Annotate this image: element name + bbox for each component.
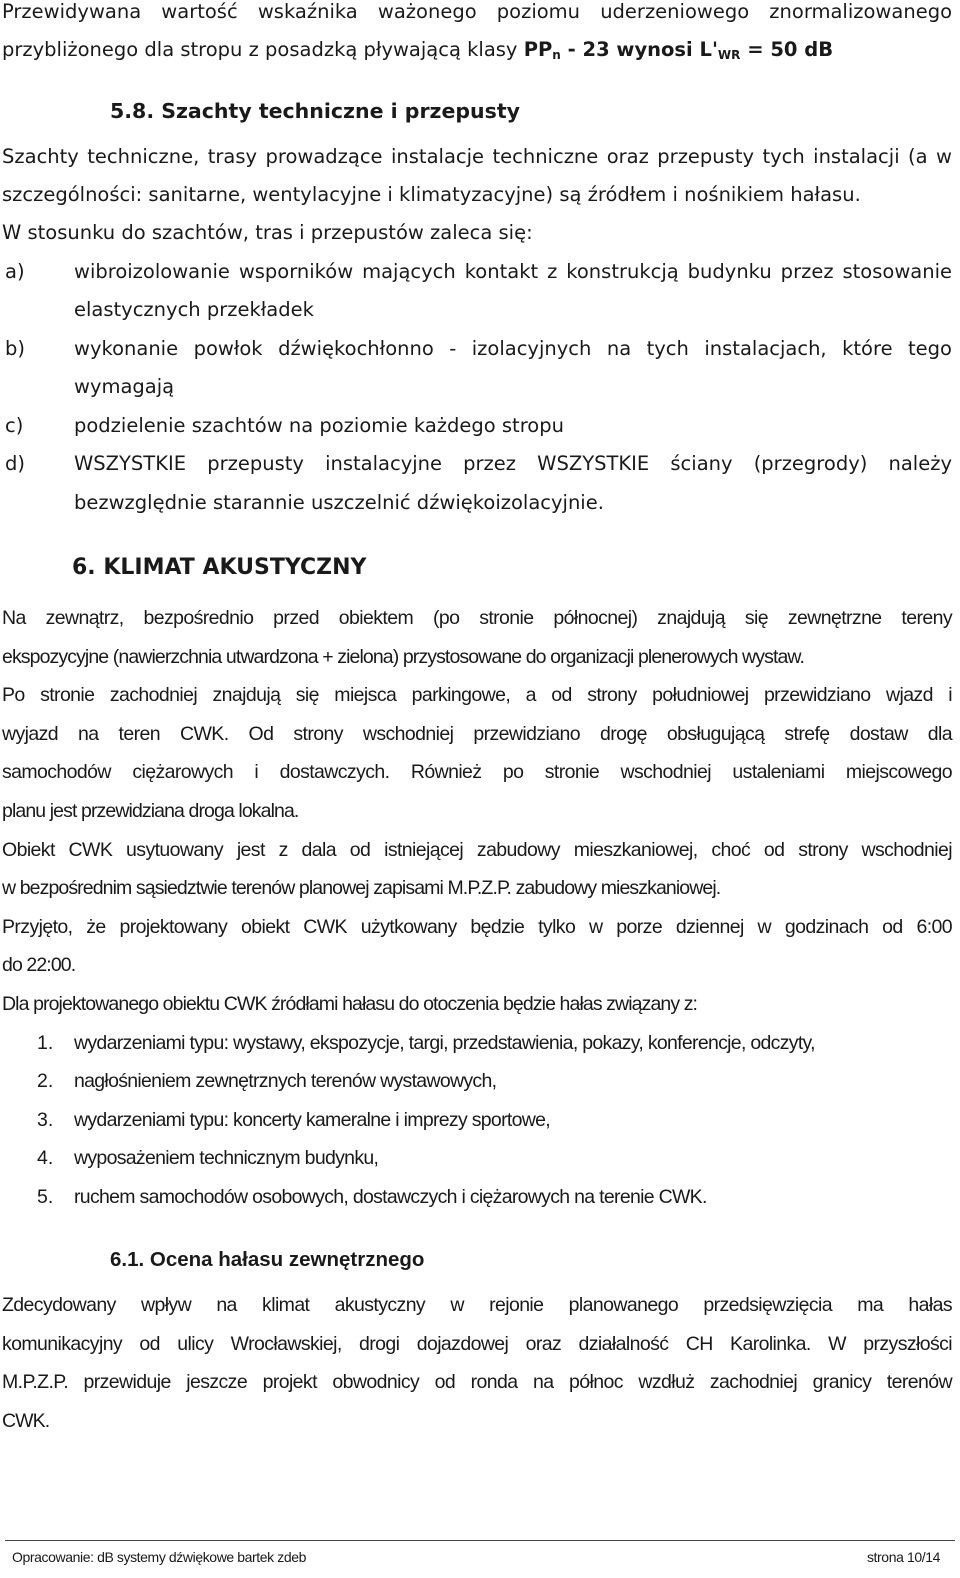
section-6-1-line-3: M.P.Z.P. przewiduje jeszcze projekt obwodnicy od ronda na północ wzdłuż zachodniej granicy terenów bbox=[2, 1371, 952, 1393]
list-marker-b: b) bbox=[5, 337, 25, 360]
pp-class-text: - 23 wynosi bbox=[560, 38, 700, 61]
numbered-marker-1: 1. bbox=[37, 1032, 54, 1054]
list-marker-c: c) bbox=[5, 414, 24, 437]
numbered-item-5: ruchem samochodów osobowych, dostawczych i ciężarowych na terenie CWK. bbox=[74, 1186, 707, 1208]
numbered-item-2: nagłośnieniem zewnętrznych terenów wystawowych, bbox=[74, 1070, 497, 1092]
pp-symbol: $PP_n$ bbox=[523, 38, 561, 62]
section-5-8-heading: 5.8. Szachty techniczne i przepusty bbox=[110, 99, 521, 123]
section-5-8-p1-line-1: Szachty techniczne, trasy prowadzące instalacje techniczne oraz przepusty tych instalacji (a w bbox=[2, 145, 952, 168]
intro-line-1: Przewidywana wartość wskaźnika ważonego poziomu uderzeniowego znormalizowanego bbox=[2, 0, 952, 23]
section-6-p4-line-1: Przyjęto, że projektowany obiekt CWK użytkowany będzie tylko w porze dziennej w godzinach od 6:00 bbox=[2, 916, 952, 938]
section-6-p5: Dla projektowanego obiektu CWK źródłami hałasu do otoczenia będzie hałas związany z: bbox=[2, 993, 698, 1015]
footer-divider bbox=[5, 1540, 955, 1541]
section-6-p4-line-2: do 22:00. bbox=[2, 954, 76, 976]
section-6-p3-line-1: Obiekt CWK usytuowany jest z dala od istniejącej zabudowy mieszkaniowej, choć od strony wschodniej bbox=[2, 839, 952, 861]
section-6-p2-line-4: planu jest przewidziana droga lokalna. bbox=[2, 800, 299, 822]
numbered-marker-3: 3. bbox=[37, 1109, 54, 1131]
section-6-1-line-4: CWK. bbox=[2, 1410, 50, 1432]
list-item-a-line-1: wibroizolowanie wsporników mających kontakt z konstrukcją budynku przez stosowanie bbox=[74, 260, 952, 283]
list-item-d-line-1: WSZYSTKIE przepusty instalacyjne przez WSZYSTKIE ściany (przegrody) należy bbox=[74, 452, 952, 475]
numbered-marker-2: 2. bbox=[37, 1070, 54, 1092]
numbered-marker-4: 4. bbox=[37, 1147, 54, 1169]
section-6-p1-line-1: Na zewnątrz, bezpośrednio przed obiektem (po stronie północnej) znajdują się zewnętrzne tereny bbox=[2, 607, 952, 629]
intro-line-2-text: przybliżonego dla stropu z posadzką pływającą klasy bbox=[2, 38, 524, 61]
list-item-d-line-2: bezwzględnie starannie uszczelnić dźwiękoizolacyjnie. bbox=[74, 491, 604, 514]
numbered-item-1: wydarzeniami typu: wystawy, ekspozycje, targi, przedstawienia, pokazy, konferencje, odczyty, bbox=[74, 1032, 815, 1054]
section-6-heading: 6. KLIMAT AKUSTYCZNY bbox=[72, 555, 367, 580]
section-6-p3-line-2: w bezpośrednim sąsiedztwie terenów planowej zapisami M.P.Z.P. zabudowy mieszkaniowej. bbox=[2, 877, 721, 899]
footer-page-number: strona 10/14 bbox=[866, 1549, 940, 1565]
list-item-b-line-1: wykonanie powłok dźwiękochłonno - izolacyjnych na tych instalacjach, które tego bbox=[74, 337, 952, 360]
section-5-8-p2: W stosunku do szachtów, tras i przepustów zaleca się: bbox=[2, 221, 533, 244]
section-6-p2-line-3: samochodów ciężarowych i dostawczych. Również po stronie wschodniej ustaleniami miejscowego bbox=[2, 761, 952, 783]
lw-value: = 50 dB bbox=[740, 38, 834, 61]
numbered-marker-5: 5. bbox=[37, 1186, 54, 1208]
section-5-8-p1-line-2: szczególności: sanitarne, wentylacyjne i klimatyzacyjne) są źródłem i nośnikiem hałasu. bbox=[2, 183, 861, 206]
section-6-1-line-2: komunikacyjny od ulicy Wrocławskiej, drogi dojazdowej oraz działalność CH Karolinka. W przyszłości bbox=[2, 1333, 952, 1355]
numbered-item-3: wydarzeniami typu: koncerty kameralne i imprezy sportowe, bbox=[74, 1109, 550, 1131]
lw-symbol: $L'_{WR}$ bbox=[699, 38, 741, 62]
list-marker-d: d) bbox=[5, 452, 25, 475]
numbered-item-4: wyposażeniem technicznym budynku, bbox=[74, 1147, 379, 1169]
section-6-p2-line-1: Po stronie zachodniej znajdują się miejsca parkingowe, a od strony południowej przewidziano wjazd i bbox=[2, 684, 952, 706]
section-6-p2-line-2: wyjazd na teren CWK. Od strony wschodniej przewidziano drogę obsługującą strefę dostaw dla bbox=[2, 723, 952, 745]
list-item-b-line-2: wymagają bbox=[74, 375, 175, 398]
section-6-1-heading: 6.1. Ocena hałasu zewnętrznego bbox=[110, 1248, 425, 1271]
list-marker-a: a) bbox=[5, 260, 25, 283]
section-6-p1-line-2: ekspozycyjne (nawierzchnia utwardzona + zielona) przystosowane do organizacji plenerowych wystaw. bbox=[2, 646, 805, 668]
intro-line-2 bbox=[2, 38, 833, 67]
list-item-a-line-2: elastycznych przekładek bbox=[74, 298, 314, 321]
list-item-c-line-1: podzielenie szachtów na poziomie każdego stropu bbox=[74, 414, 564, 437]
footer-author: Opracowanie: dB systemy dźwiękowe bartek zdeb bbox=[12, 1549, 307, 1565]
section-6-1-line-1: Zdecydowany wpływ na klimat akustyczny w rejonie planowanego przedsięwzięcia ma hałas bbox=[2, 1294, 952, 1316]
